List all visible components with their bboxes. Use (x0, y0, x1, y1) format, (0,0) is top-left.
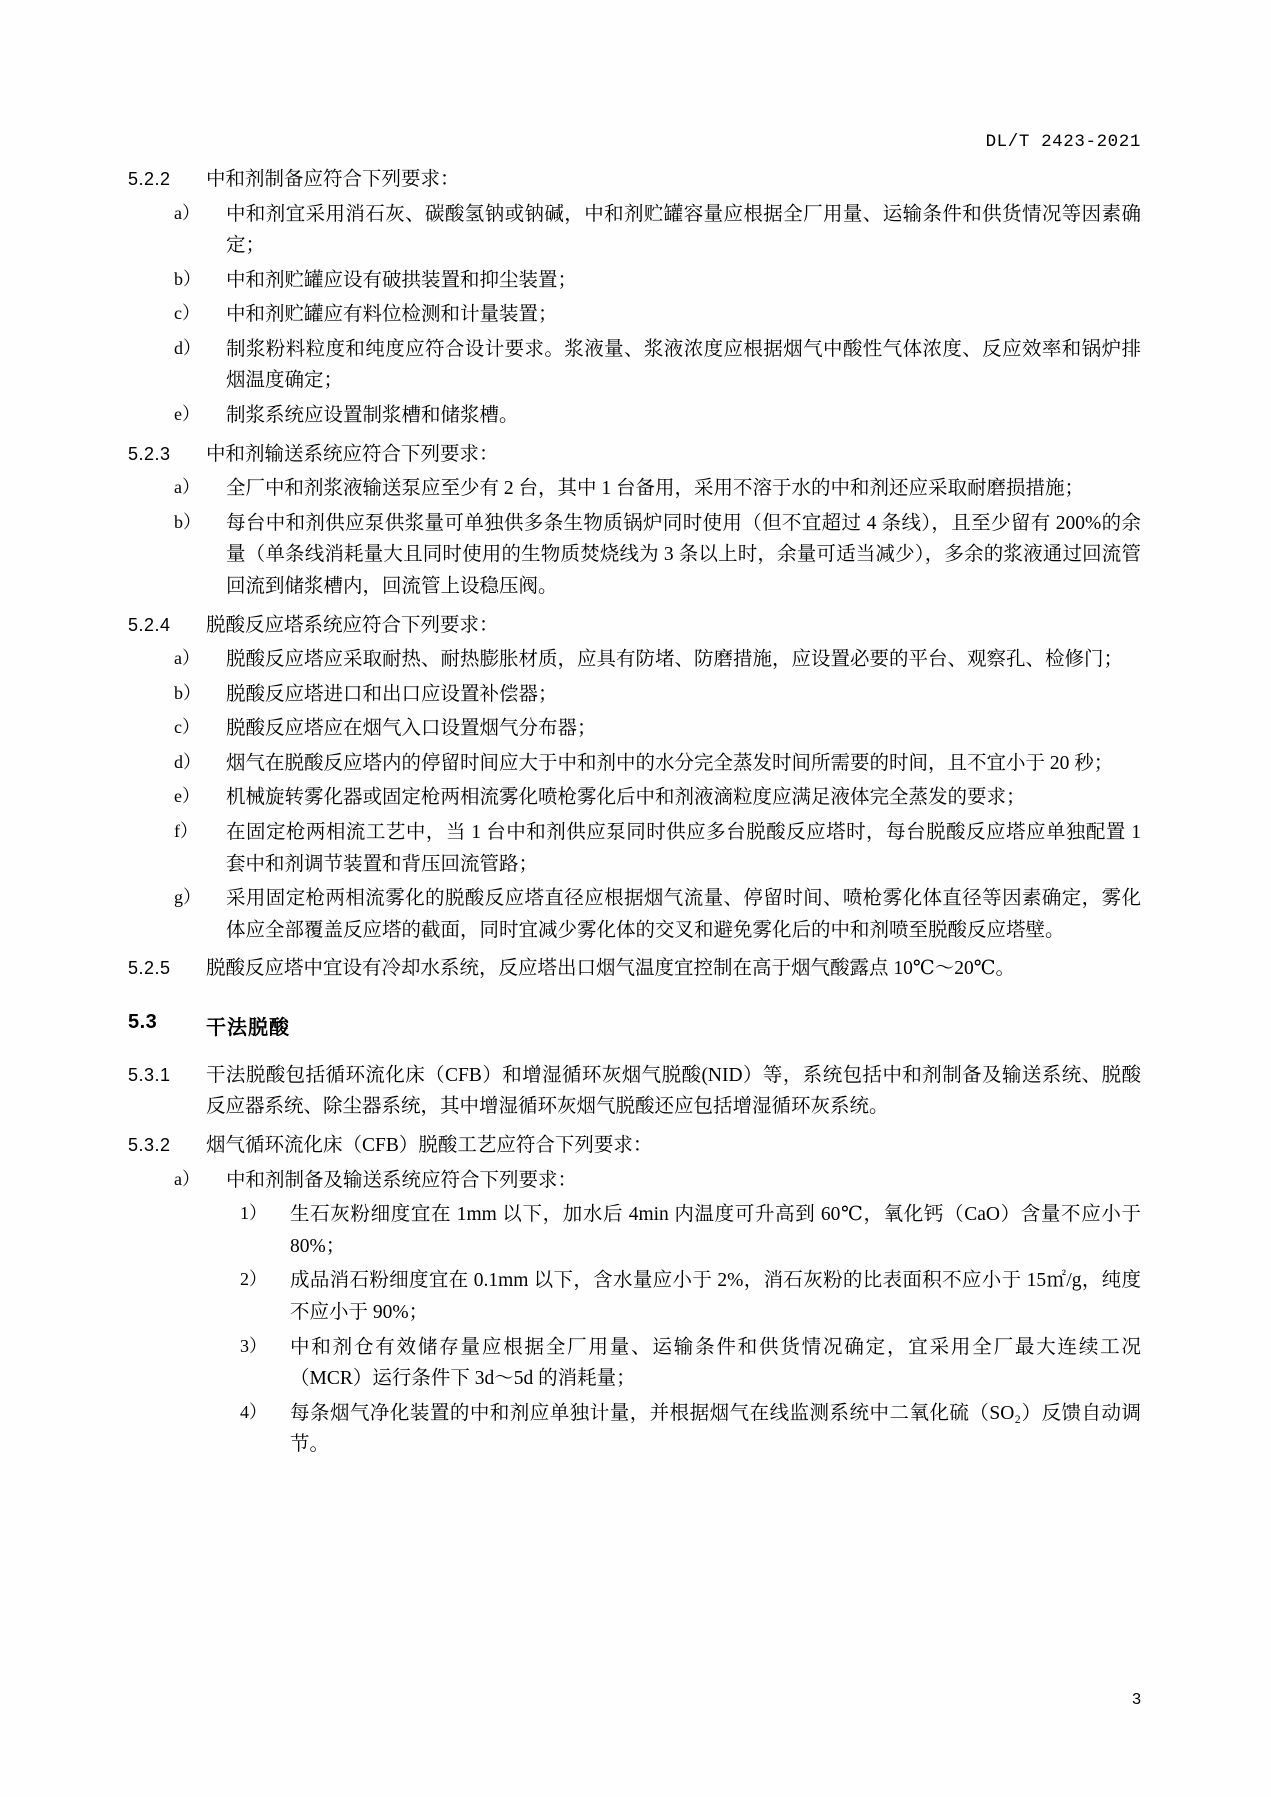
sub-list-marker: 3） (240, 1335, 267, 1356)
list-marker: f） (174, 820, 198, 841)
page-header-standard-code: DL/T 2423-2021 (985, 132, 1141, 152)
list-item (128, 679, 1141, 711)
clause-text: 中和剂制备应符合下列要求： (206, 169, 460, 190)
list-item-text: 制浆粉料粒度和纯度应符合设计要求。浆液量、浆液浓度应根据烟气中酸性气体浓度、反应效率和锅炉排烟温度确定； (226, 338, 1141, 392)
clause-number: 5.2.3 (128, 443, 171, 464)
list-marker: e） (174, 404, 200, 425)
list-item (128, 817, 1141, 880)
list-marker: d） (174, 337, 201, 358)
list-item (128, 199, 1141, 262)
clause-5-2-2 (128, 164, 1141, 196)
list-marker: a） (174, 1168, 200, 1189)
clause-number: 5.2.2 (128, 169, 171, 189)
sub-list-item-text: 生石灰粉细度宜在 1mm 以下，加水后 4min 内温度可升高到 60℃，氧化钙（CaO）含量不应小于 80%； (290, 1204, 1141, 1257)
clause-text: 脱酸反应塔系统应符合下列要求： (206, 614, 499, 636)
page-number: 3 (1132, 1691, 1141, 1708)
list-item (128, 644, 1141, 676)
list-item-text: 中和剂制备及输送系统应符合下列要求： (226, 1169, 578, 1191)
list-item-text: 在固定枪两相流工艺中，当 1 台中和剂供应泵同时供应多台脱酸反应塔时，每台脱酸反应塔应单独配置 1 套中和剂调节装置和背压回流管路； (226, 821, 1141, 875)
document-body (128, 164, 1141, 1461)
list-item (128, 713, 1141, 745)
list-marker: c） (174, 717, 200, 738)
list-marker: g） (174, 887, 201, 908)
sub-list-marker: 4） (240, 1401, 267, 1422)
list-item (128, 1165, 1141, 1197)
clause-5-2-3 (128, 439, 1141, 471)
sub-list-item (128, 1332, 1141, 1395)
list-item (128, 334, 1141, 397)
sub-list-marker: 1） (240, 1203, 267, 1224)
clause-text: 烟气循环流化床（CFB）脱酸工艺应符合下列要求： (206, 1135, 653, 1157)
clause-text: 干法脱酸包括循环流化床（CFB）和增湿循环灰烟气脱酸(NID）等，系统包括中和剂制备及输送系统、脱酸反应器系统、除尘器系统，其中增湿循环灰烟气脱酸还应包括增湿循环灰系统。 (206, 1064, 1141, 1118)
list-item-text: 中和剂宜采用消石灰、碳酸氢钠或钠碱，中和剂贮罐容量应根据全厂用量、运输条件和供货情况等因素确定； (226, 203, 1141, 257)
list-item-text: 每台中和剂供应泵供浆量可单独供多条生物质锅炉同时使用（但不宜超过 4 条线），且至少留有 200%的余量（单条线消耗量大且同时使用的生物质焚烧线为 3 条以上时，余量可适当减少），多余的浆液通过回流管回流到储浆槽内，回流管上设稳压阀。 (226, 512, 1141, 597)
sub-list-item-text: 成品消石粉细度宜在 0.1mm 以下，含水量应小于 2%，消石灰粉的比表面积不应小于 15㎡/g，纯度不应小于 90%； (290, 1270, 1141, 1323)
clause-number: 5.2.4 (128, 614, 171, 635)
section-heading-5-3 (128, 1011, 1141, 1040)
clause-5-2-5 (128, 953, 1141, 985)
clause-5-3-2 (128, 1130, 1141, 1162)
list-marker: a） (174, 202, 200, 223)
clause-number: 5.2.5 (128, 958, 171, 979)
sub-list-item (128, 1265, 1141, 1328)
list-item-text: 采用固定枪两相流雾化的脱酸反应塔直径应根据烟气流量、停留时间、喷枪雾化体直径等因素确定，雾化体应全部覆盖反应塔的截面，同时宜减少雾化体的交叉和避免雾化后的中和剂喷至脱酸反应塔壁。 (226, 888, 1141, 941)
list-item (128, 748, 1141, 780)
list-item (128, 299, 1141, 331)
list-item (128, 265, 1141, 297)
list-item-text: 机械旋转雾化器或固定枪两相流雾化喷枪雾化后中和剂液滴粒度应满足液体完全蒸发的要求； (226, 787, 1026, 809)
clause-number: 5.3.1 (128, 1064, 171, 1085)
list-item-text: 脱酸反应塔应采取耐热、耐热膨胀材质，应具有防堵、防磨措施，应设置必要的平台、观察孔、检修门； (226, 649, 1124, 671)
section-number: 5.3 (128, 1010, 158, 1033)
clause-text: 中和剂输送系统应符合下列要求： (206, 443, 499, 465)
section-title: 干法脱酸 (206, 1016, 290, 1039)
list-marker: c） (174, 303, 200, 324)
list-marker: a） (174, 477, 200, 498)
list-item-text: 脱酸反应塔应在烟气入口设置烟气分布器； (226, 718, 597, 740)
list-marker: b） (174, 511, 201, 532)
sub-list-item-text: 中和剂仓有效储存量应根据全厂用量、运输条件和供货情况确定，宜采用全厂最大连续工况（MCR）运行条件下 3d～5d 的消耗量； (290, 1336, 1141, 1390)
list-marker: b） (174, 268, 201, 289)
list-item (128, 782, 1141, 814)
list-item-text: 制浆系统应设置制浆槽和储浆槽。 (226, 405, 519, 427)
list-item-text: 中和剂贮罐应设有破拱装置和抑尘装置； (226, 269, 578, 291)
list-item (128, 400, 1141, 432)
sub-list-marker: 2） (240, 1269, 267, 1290)
clause-5-2-4 (128, 610, 1141, 642)
list-item (128, 883, 1141, 946)
clause-5-3-1 (128, 1060, 1141, 1123)
sub-list-item (128, 1199, 1141, 1262)
sub-list-item-text: 每条烟气净化装置的中和剂应单独计量，并根据烟气在线监测系统中二氧化硫（SO₂）反馈自动调节。 (290, 1402, 1141, 1456)
list-item-text: 全厂中和剂浆液输送泵应至少有 2 台，其中 1 台备用，采用不溶于水的中和剂还应采取耐磨损措施； (226, 478, 1085, 500)
list-marker: a） (174, 648, 200, 669)
list-marker: d） (174, 751, 201, 772)
list-item (128, 473, 1141, 505)
clause-text: 脱酸反应塔中宜设有冷却水系统，反应塔出口烟气温度宜控制在高于烟气酸露点 10℃～20℃。 (206, 958, 1016, 980)
clause-number: 5.3.2 (128, 1135, 171, 1156)
list-item-text: 烟气在脱酸反应塔内的停留时间应大于中和剂中的水分完全蒸发时间所需要的时间，且不宜小于 20 秒； (226, 752, 1114, 774)
list-item (128, 508, 1141, 603)
list-item-text: 中和剂贮罐应有料位检测和计量装置； (226, 304, 558, 326)
list-marker: e） (174, 786, 200, 807)
list-marker: b） (174, 682, 201, 703)
list-item-text: 脱酸反应塔进口和出口应设置补偿器； (226, 683, 558, 705)
sub-list-item (128, 1398, 1141, 1461)
